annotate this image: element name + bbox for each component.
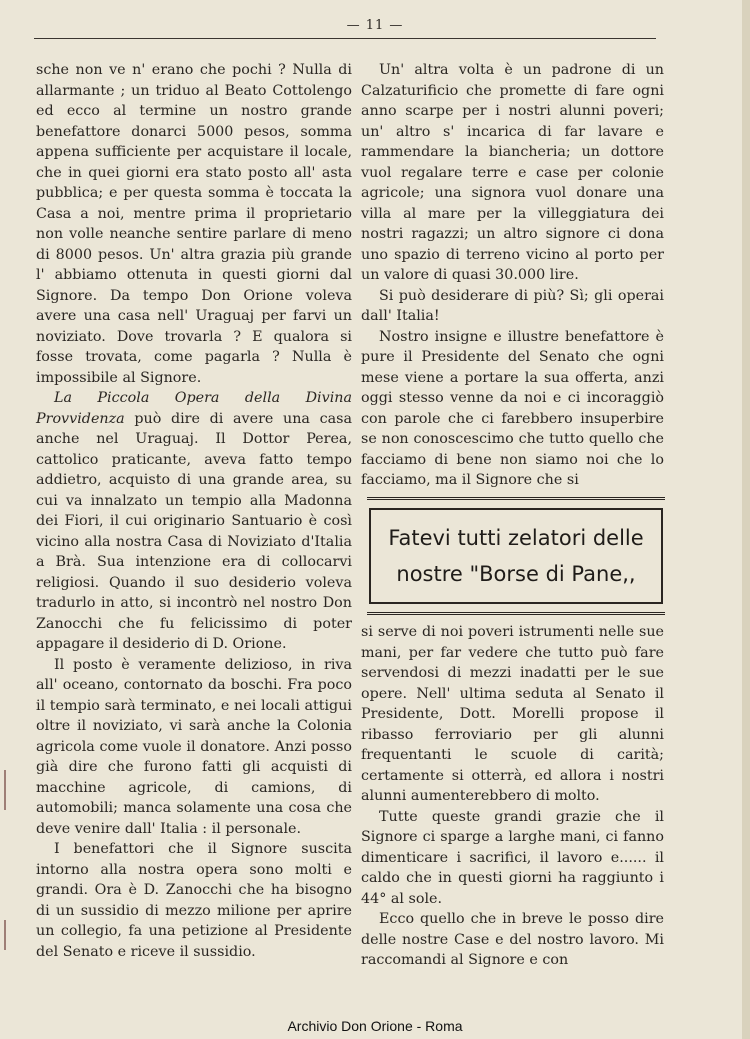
right-paragraph-4-text: serve di noi poveri istrumenti nelle sue mani, per far vedere che tutto può fare servendosi di mezzi inadatti per le sue opere. Nell' ultima seduta al Senato il Presidente, Dott. Morelli propose il ribasso ferroviario per gli alunni frequentanti le scuole di carità; certamente si otterrà, ed allora i nostri alunni aumenterebbero di molto. (361, 624, 664, 804)
italic-title: La Piccola Opera della Divina Provvidenza (36, 390, 352, 427)
left-column (36, 60, 352, 962)
right-column-top (361, 60, 664, 491)
page-number: — 11 — (346, 18, 404, 33)
callout-line-2: nostre "Borse di Pane,, (396, 562, 636, 586)
left-paragraph-1: sche non ve n' erano che pochi ? Nulla di allarmante ; un triduo al Beato Cottolengo ed ecco al termine un nostro grande benefattore donarci 5000 pesos, somma appena sufficiente per acquistare il locale, che in quei giorni era stato posto all' asta pubblica; e per questa somma è toccata la Casa a noi, mentre prima il proprietario non volle neanche sentire parlare di meno di 8000 pesos. Un' altra grazia più grande l' abbiamo ottenuta in questi giorni dal Signore. Da tempo Don Orione voleva avere una casa nell' Uraguaj per farvi un noviziato. Dove trovarla ? E qualora si fosse trovata, come pagarla ? Nulla è impossibile al Signore. (36, 62, 352, 386)
left-paragraph-4: I benefattori che il Signore suscita intorno alla nostra opera sono molti e grandi. Ora è D. Zanocchi che ha bisogno di un sussidio di mezzo milione per aprire un collegio, fa una petizione al Presidente del Senato e riceve il sussidio. (36, 841, 352, 960)
right-paragraph-5: Tutte queste grandi grazie che il Signore ci sparge a larghe mani, ci fanno dimenticare i sacrifici, il lavoro e...... il caldo che in questi giorni ha raggiunto i 44° al sole. (361, 808, 664, 907)
left-paragraph-3: Il posto è veramente delizioso, in riva all' oceano, contornato da boschi. Fra poco il tempio sarà terminato, e nei locali attigui oltre il noviziato, vi sarà anche la Colonia agricola come vuole il donatore. Anzi posso già dire che furono fatti gli acquisti di macchine agricole, di camions, di automobili; manca solamente una cosa che deve venire dall' Italia : il personale. (36, 656, 352, 837)
archive-footer: Archivio Don Orione - Roma (287, 1018, 463, 1034)
right-paragraph-1: Un' altra volta è un padrone di un Calzaturificio che promette di fare ogni anno scarpe per i nostri alunni poveri; un' altro s' incarica di far lavare e rammendare la biancheria; un dottore vuol regalare terre e case per colonie agricole; una signora vuol donare una villa al mare per la villeggiatura dei nostri ragazzi; un altro signore ci dona uno spazio di terreno vicino al porto per un valore di quasi 30.000 lire. (361, 62, 664, 283)
right-paragraph-2: Si può desiderare di più? Sì; gli operai dall' Italia! (361, 287, 664, 324)
right-paragraph-4-lead: si (361, 624, 373, 640)
margin-mark (4, 770, 6, 810)
callout-line-1: Fatevi tutti zelatori delle (388, 526, 644, 550)
left-paragraph-2-text: può dire di avere una casa anche nel Uraguaj. Il Dottor Perea, cattolico praticante, aveva fatto tempo addietro, acquisto di una grande area, su cui va innalzato un tempio alla Madonna dei Fiori, il cui originario Santuario è così vicino alla nostra Casa di Noviziato d'Italia a Brà. Sua intenzione era di collocarvi religiosi. Quando il suo desiderio voleva tradurlo in atto, si incontrò nel nostro Don Zanocchi che fu felicissimo di poter appagare il desiderio di D. Orione. (36, 410, 352, 652)
right-paragraph-4 (361, 622, 664, 807)
right-paragraph-3: Nostro insigne e illustre benefattore è pure il Presidente del Senato che ogni mese viene a portare la sua offerta, anzi oggi stesso venne da noi e ci incoraggiò con parole che ci farebbero insuperbire se non conoscescimo che tutto quello che facciamo di bene non siamo noi che lo facciamo, ma il Signore che si (361, 328, 664, 488)
right-column-bottom (361, 622, 664, 971)
callout-box (369, 508, 663, 604)
header-rule (34, 38, 656, 39)
right-paragraph-6: Ecco quello che in breve le posso dire delle nostre Case e del nostro lavoro. Mi raccomandi al Signore e con (361, 911, 664, 968)
margin-mark (4, 920, 6, 950)
left-paragraph-2 (36, 388, 352, 655)
page-edge (742, 0, 750, 1039)
